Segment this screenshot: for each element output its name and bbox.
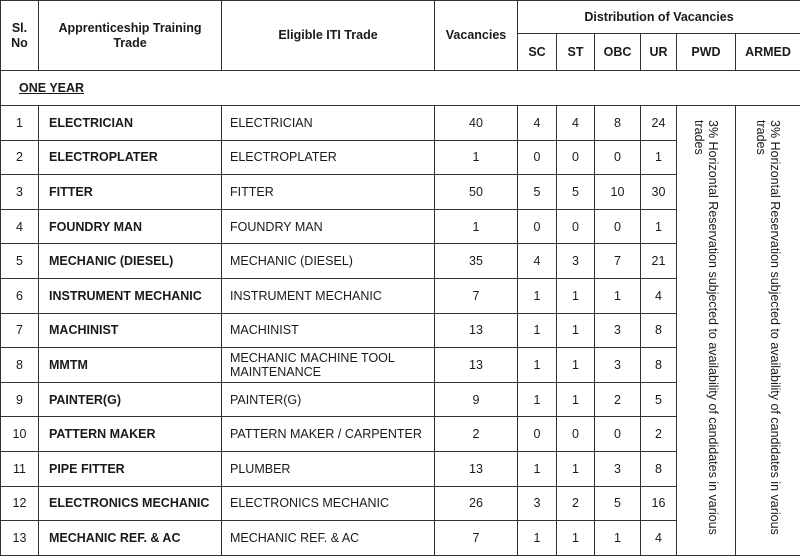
cell-ur: 21	[641, 244, 677, 279]
cell-ur: 30	[641, 175, 677, 210]
cell-vacancies: 1	[435, 140, 518, 175]
cell-st: 1	[557, 313, 595, 348]
cell-sc: 5	[518, 175, 557, 210]
cell-ur: 8	[641, 313, 677, 348]
cell-sc: 0	[518, 209, 557, 244]
pwd-note-cell	[677, 106, 736, 556]
cell-vacancies: 26	[435, 486, 518, 521]
cell-training-trade: MECHANIC REF. & AC	[39, 521, 222, 556]
cell-obc: 8	[595, 106, 641, 141]
cell-st: 2	[557, 486, 595, 521]
cell-ur: 4	[641, 521, 677, 556]
cell-iti-trade: PAINTER(G)	[222, 382, 435, 417]
cell-training-trade: MECHANIC (DIESEL)	[39, 244, 222, 279]
cell-iti-trade: PLUMBER	[222, 451, 435, 486]
cell-iti-trade: FITTER	[222, 175, 435, 210]
cell-sc: 0	[518, 140, 557, 175]
cell-training-trade: FITTER	[39, 175, 222, 210]
cell-obc: 0	[595, 140, 641, 175]
header-training-trade: Apprenticeship Training Trade	[39, 1, 222, 71]
cell-obc: 3	[595, 348, 641, 383]
cell-st: 5	[557, 175, 595, 210]
cell-sl-no: 13	[1, 521, 39, 556]
cell-sc: 1	[518, 382, 557, 417]
cell-obc: 0	[595, 417, 641, 452]
cell-sc: 1	[518, 521, 557, 556]
cell-iti-trade: ELECTRONICS MECHANIC	[222, 486, 435, 521]
cell-obc: 1	[595, 521, 641, 556]
cell-st: 4	[557, 106, 595, 141]
cell-sc: 4	[518, 106, 557, 141]
cell-vacancies: 35	[435, 244, 518, 279]
header-obc: OBC	[595, 34, 641, 71]
cell-sl-no: 5	[1, 244, 39, 279]
cell-training-trade: PIPE FITTER	[39, 451, 222, 486]
header-sc: SC	[518, 34, 557, 71]
cell-vacancies: 9	[435, 382, 518, 417]
pwd-note: 3% Horizontal Reservation subjected to availability of candidates in various trades	[692, 120, 720, 535]
cell-sl-no: 10	[1, 417, 39, 452]
cell-training-trade: PATTERN MAKER	[39, 417, 222, 452]
cell-vacancies: 2	[435, 417, 518, 452]
cell-st: 0	[557, 417, 595, 452]
cell-iti-trade: PATTERN MAKER / CARPENTER	[222, 417, 435, 452]
cell-obc: 5	[595, 486, 641, 521]
cell-training-trade: ELECTRONICS MECHANIC	[39, 486, 222, 521]
cell-sl-no: 6	[1, 278, 39, 313]
header-pwd: PWD	[677, 34, 736, 71]
header-ur: UR	[641, 34, 677, 71]
cell-iti-trade: MECHANIC (DIESEL)	[222, 244, 435, 279]
cell-training-trade: MMTM	[39, 348, 222, 383]
header-iti-trade: Eligible ITI Trade	[222, 1, 435, 71]
cell-ur: 1	[641, 140, 677, 175]
header-st: ST	[557, 34, 595, 71]
cell-sl-no: 3	[1, 175, 39, 210]
cell-training-trade: MACHINIST	[39, 313, 222, 348]
cell-ur: 8	[641, 348, 677, 383]
cell-obc: 2	[595, 382, 641, 417]
cell-sc: 3	[518, 486, 557, 521]
cell-sl-no: 9	[1, 382, 39, 417]
cell-vacancies: 50	[435, 175, 518, 210]
cell-st: 1	[557, 521, 595, 556]
cell-sl-no: 12	[1, 486, 39, 521]
cell-sl-no: 2	[1, 140, 39, 175]
cell-vacancies: 7	[435, 278, 518, 313]
cell-sc: 1	[518, 278, 557, 313]
header-distribution: Distribution of Vacancies	[518, 1, 800, 34]
cell-iti-trade: MECHANIC REF. & AC	[222, 521, 435, 556]
cell-sl-no: 11	[1, 451, 39, 486]
cell-st: 0	[557, 209, 595, 244]
cell-ur: 4	[641, 278, 677, 313]
armed-note-cell	[736, 106, 800, 556]
header-sl-no: Sl. No	[1, 1, 39, 71]
cell-sl-no: 4	[1, 209, 39, 244]
cell-ur: 5	[641, 382, 677, 417]
cell-iti-trade: MECHANIC MACHINE TOOL MAINTENANCE	[222, 348, 435, 383]
cell-obc: 3	[595, 313, 641, 348]
section-spacer	[222, 71, 800, 106]
cell-st: 0	[557, 140, 595, 175]
cell-obc: 10	[595, 175, 641, 210]
cell-vacancies: 40	[435, 106, 518, 141]
cell-training-trade: ELECTRICIAN	[39, 106, 222, 141]
cell-obc: 7	[595, 244, 641, 279]
cell-iti-trade: INSTRUMENT MECHANIC	[222, 278, 435, 313]
cell-st: 1	[557, 348, 595, 383]
cell-ur: 24	[641, 106, 677, 141]
cell-st: 3	[557, 244, 595, 279]
header-armed: ARMED	[736, 34, 800, 71]
cell-obc: 0	[595, 209, 641, 244]
section-title: ONE YEAR	[1, 71, 222, 106]
cell-st: 1	[557, 382, 595, 417]
cell-vacancies: 1	[435, 209, 518, 244]
cell-sc: 1	[518, 348, 557, 383]
cell-sl-no: 8	[1, 348, 39, 383]
cell-sc: 1	[518, 313, 557, 348]
cell-training-trade: PAINTER(G)	[39, 382, 222, 417]
cell-training-trade: FOUNDRY MAN	[39, 209, 222, 244]
cell-training-trade: ELECTROPLATER	[39, 140, 222, 175]
cell-st: 1	[557, 451, 595, 486]
cell-sc: 4	[518, 244, 557, 279]
cell-vacancies: 7	[435, 521, 518, 556]
cell-vacancies: 13	[435, 313, 518, 348]
cell-ur: 2	[641, 417, 677, 452]
header-vacancies: Vacancies	[435, 1, 518, 71]
cell-ur: 1	[641, 209, 677, 244]
cell-obc: 1	[595, 278, 641, 313]
cell-obc: 3	[595, 451, 641, 486]
cell-iti-trade: FOUNDRY MAN	[222, 209, 435, 244]
cell-sl-no: 7	[1, 313, 39, 348]
cell-st: 1	[557, 278, 595, 313]
cell-vacancies: 13	[435, 451, 518, 486]
cell-sl-no: 1	[1, 106, 39, 141]
cell-ur: 8	[641, 451, 677, 486]
table-row	[1, 106, 800, 141]
cell-ur: 16	[641, 486, 677, 521]
cell-training-trade: INSTRUMENT MECHANIC	[39, 278, 222, 313]
cell-vacancies: 13	[435, 348, 518, 383]
cell-iti-trade: ELECTRICIAN	[222, 106, 435, 141]
cell-iti-trade: ELECTROPLATER	[222, 140, 435, 175]
cell-iti-trade: MACHINIST	[222, 313, 435, 348]
cell-sc: 0	[518, 417, 557, 452]
cell-sc: 1	[518, 451, 557, 486]
armed-note: 3% Horizontal Reservation subjected to availability of candidates in various trades	[754, 120, 782, 535]
